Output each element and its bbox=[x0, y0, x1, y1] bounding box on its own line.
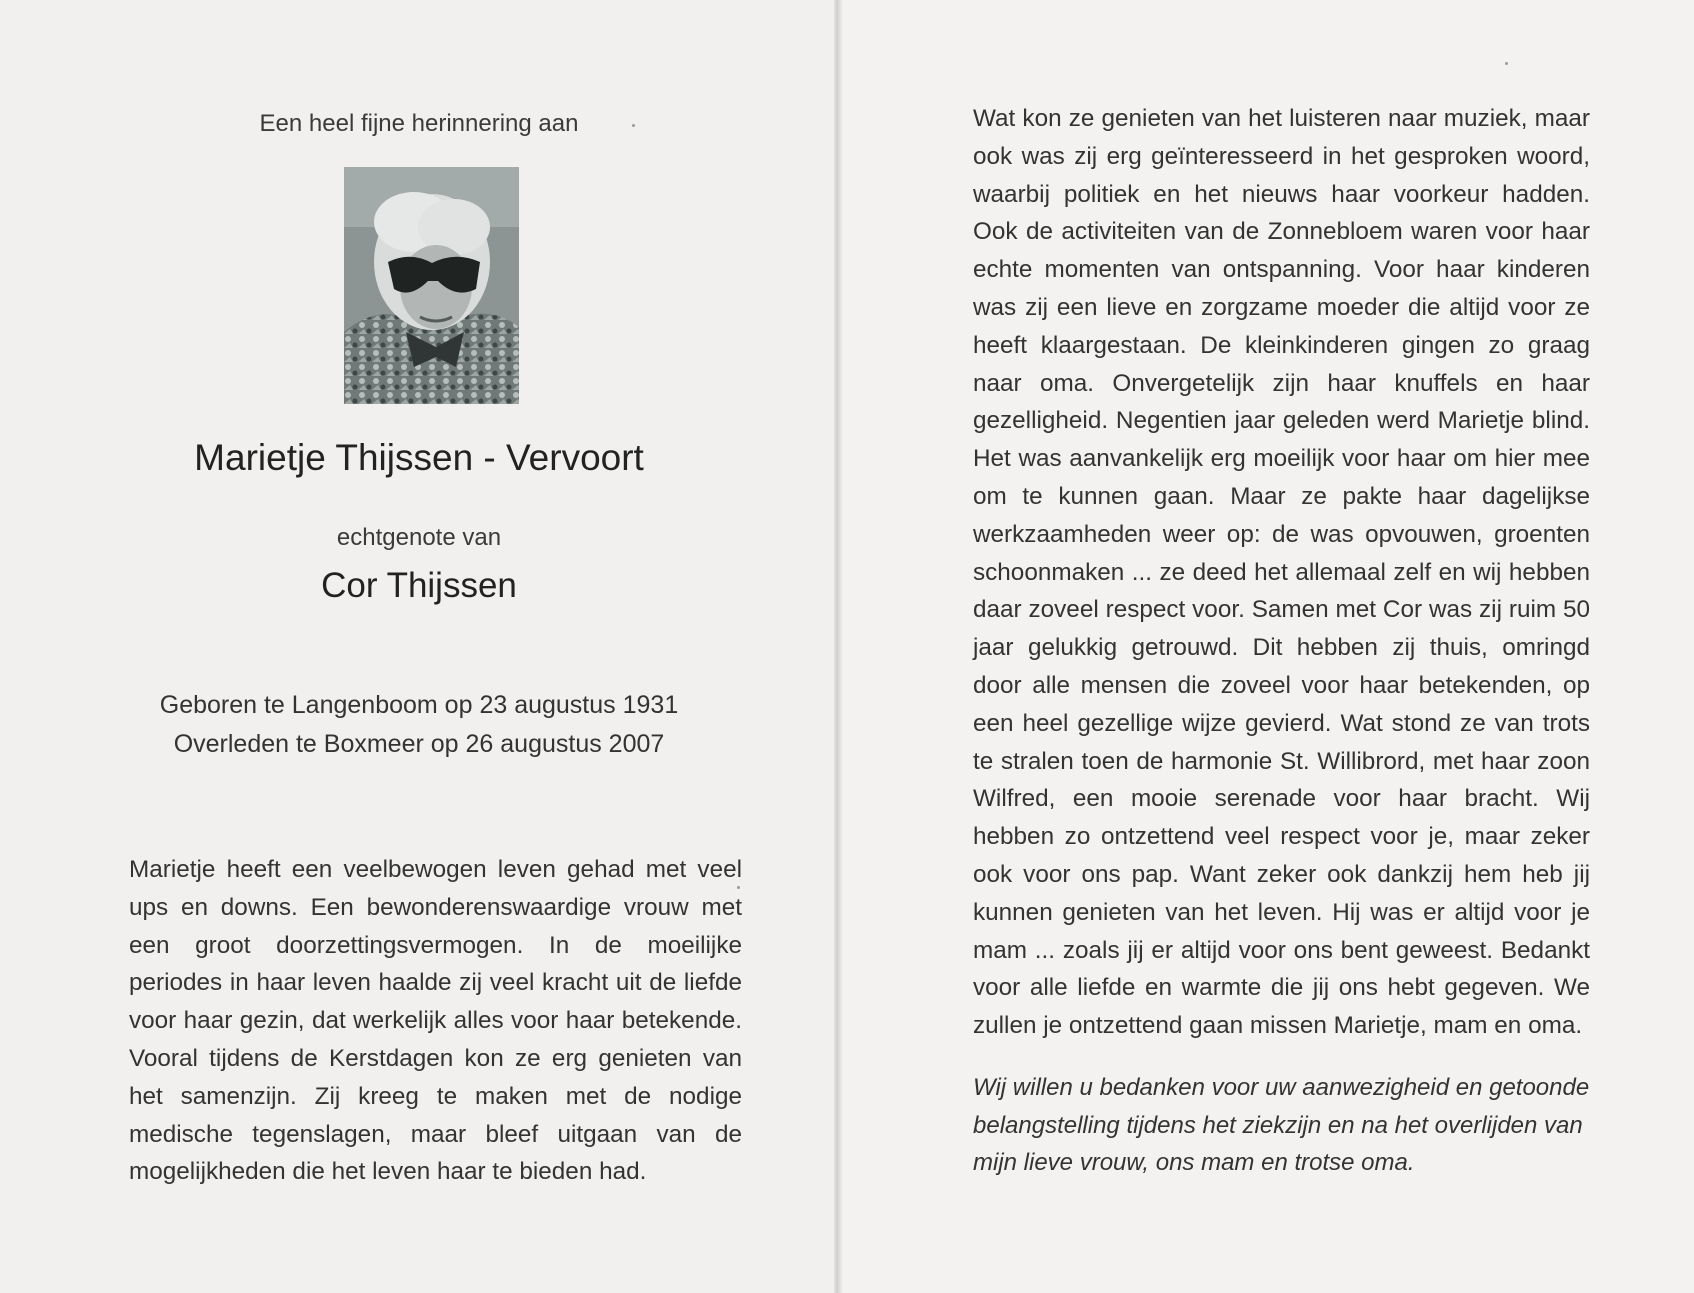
right-paragraph: Wat kon ze genieten van het luisteren naar muziek, maar ook was zij erg geïnteresseerd in het gesproken woord, waarbij politiek en het nieuws haar voorkeur hadden. Ook de activiteiten van de Zonnebloem waren voor haar echte momenten van ontspanning. Voor haar kinderen was zij een lieve en zorgzame moeder die altijd voor ze heeft klaargestaan. De kleinkinderen gingen zo graag naar oma. Onvergetelijk zijn haar knuffels en haar gezelligheid. Negentien jaar geleden werd Marietje blind. Het was aanvankelijk erg moeilijk voor haar om hier mee om te kunnen gaan. Maar ze pakte haar dagelijkse werkzaamheden weer op: de was opvouwen, groenten schoonmaken ... ze deed het allemaal zelf en wij hebben daar zoveel respect voor. Samen met Cor was zij ruim 50 jaar gelukkig getrouwd. Dit hebben zij thuis, omringd door alle mensen die zoveel voor haar betekenden, op een heel gezellige wijze gevierd. Wat stond ze van trots te stralen toen de harmonie St. Willibrord, met haar zoon Wilfred, een mooie serenade voor haar bracht. Wij hebben zo ontzettend veel respect voor je, maar zeker ook voor ons pap. Want zeker ook dankzij hem heb jij kunnen genieten van het leven. Hij was er altijd voor je mam ... zoals jij er altijd voor ons bent geweest. Bedankt voor alle liefde en warmte die jij ons hebt gegeven. We zullen je ontzettend gaan missen Marietje, mam en oma. bbox=[973, 105, 1590, 1040]
paper-speck bbox=[632, 124, 635, 127]
thanks-text: Wij willen u bedanken voor uw aanwezigheid en getoonde belangstelling tijdens het ziekzijn en na het overlijden van mijn lieve vrouw, ons mam en trotse oma. bbox=[973, 1074, 1590, 1176]
portrait-photo bbox=[344, 167, 519, 404]
card-fold bbox=[834, 0, 842, 1293]
left-body-text bbox=[129, 851, 742, 1191]
paper-speck bbox=[737, 886, 740, 889]
left-paragraph: Marietje heeft een veelbewogen leven gehad met veel ups en downs. Een bewonderenswaardige vrouw met een groot doorzettingsvermogen. In de moeilijke periodes in haar leven haalde zij veel kracht uit de liefde voor haar gezin, dat werkelijk alles voor haar betekende. Vooral tijdens de Kerstdagen kon ze erg genieten van het samenzijn. Zij kreeg te maken met de nodige medische tegenslagen, maar bleef uitgaan van de mogelijkheden die het leven haar te bieden had. bbox=[129, 856, 742, 1186]
spouse-name: Cor Thijssen bbox=[321, 566, 517, 605]
deceased-name: Marietje Thijssen - Vervoort bbox=[194, 437, 644, 478]
portrait-image bbox=[344, 167, 519, 404]
spouse-label: echtgenote van bbox=[336, 524, 502, 551]
life-dates bbox=[0, 686, 838, 764]
paper-speck bbox=[1505, 62, 1508, 65]
intro-text: Een heel fijne herinnering aan bbox=[259, 110, 579, 137]
birth-line: Geboren te Langenboom op 23 augustus 1931 bbox=[159, 691, 679, 719]
right-body-text bbox=[973, 100, 1590, 1045]
death-line: Overleden te Boxmeer op 26 augustus 2007 bbox=[173, 730, 665, 758]
